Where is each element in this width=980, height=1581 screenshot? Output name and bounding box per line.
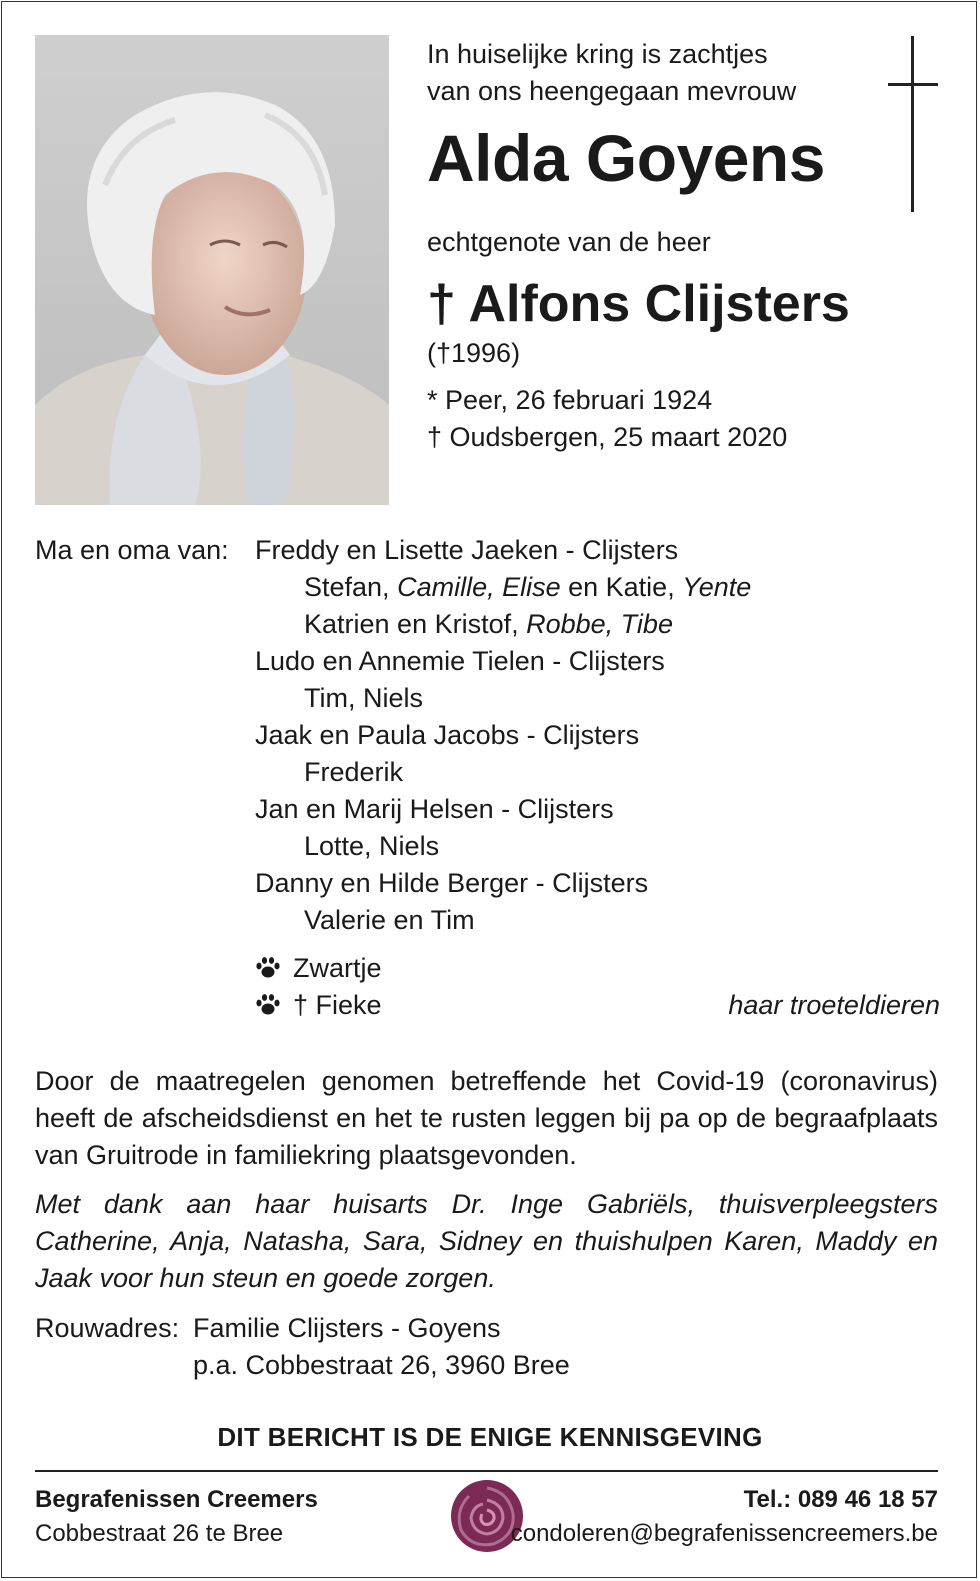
grandchildren-names [304, 754, 403, 791]
family-child-row [35, 643, 940, 680]
footer-contact [511, 1483, 938, 1551]
family-child-row [35, 532, 940, 569]
grandchildren-names [304, 902, 475, 939]
address-line-1: Familie Clijsters - Goyens [193, 1313, 501, 1343]
company-name: Begrafenissen Creemers [35, 1486, 318, 1513]
address-line-2: p.a. Cobbestraat 26, 3960 Bree [193, 1350, 570, 1380]
grandchild-name: en Katie, [560, 572, 683, 602]
covid-notice: Door de maatregelen genomen betreffende het Covid-19 (coronavirus) heeft de afscheidsdienst en het te rusten leggen bij pa op de begraafplaats van Gruitrode in familiekring plaatsgevonden. [35, 1066, 938, 1170]
grandchildren-row [35, 569, 940, 606]
grandchildren-row [35, 606, 940, 643]
grandchildren-names [304, 569, 751, 606]
family-child-row [35, 791, 940, 828]
pet-row [255, 987, 940, 1024]
footer-divider [35, 1470, 938, 1472]
grandchildren-names [304, 828, 439, 865]
grandchild-name: Stefan, [304, 572, 398, 602]
mourning-address [35, 1310, 940, 1384]
address-row-2 [35, 1347, 940, 1384]
death-line: † Oudsbergen, 25 maart 2020 [427, 422, 788, 452]
address-label: Rouwadres: [35, 1313, 180, 1343]
footer-company [35, 1483, 318, 1551]
pet-name: Zwartje [293, 953, 382, 983]
notice-heading: DIT BERICHT IS DE ENIGE KENNISGEVING [217, 1422, 763, 1452]
paw-icon [255, 990, 281, 1014]
great-grandchild-name: Robbe, Tibe [526, 609, 673, 639]
cross-icon [888, 36, 938, 212]
grandchild-name: Frederik [304, 757, 404, 787]
grandchildren-names [304, 606, 673, 643]
family-child-row [35, 717, 940, 754]
family-label: Ma en oma van: [35, 535, 229, 565]
intro-line-2: van ons heengegaan mevrouw [427, 76, 797, 106]
grandchildren-row [35, 902, 940, 939]
child-names: Freddy en Lisette Jaeken - Clijsters [255, 535, 679, 565]
spouse-death-year: (†1996) [427, 338, 521, 368]
great-grandchild-name: Yente [682, 572, 752, 602]
child-names: Jan en Marij Helsen - Clijsters [255, 794, 614, 824]
address-row-1 [35, 1310, 940, 1347]
pets-section [255, 950, 940, 1024]
grandchildren-names [304, 680, 423, 717]
email-address: condoleren@begrafenissencreemers.be [510, 1520, 938, 1547]
pet-name: † Fieke [293, 990, 382, 1020]
grandchild-name: Valerie en Tim [304, 905, 475, 935]
grandchild-name: Katrien en Kristof, [304, 609, 527, 639]
portrait-photo [35, 35, 389, 505]
grandchildren-row [35, 680, 940, 717]
child-names: Ludo en Annemie Tielen - Clijsters [255, 646, 665, 676]
grandchild-name: Tim, Niels [304, 683, 423, 713]
pet-row [255, 950, 940, 987]
grandchildren-row [35, 828, 940, 865]
header-text [427, 36, 867, 456]
phone-number: Tel.: 089 46 18 57 [743, 1486, 938, 1513]
birth-line: * Peer, 26 februari 1924 [427, 385, 713, 415]
company-address: Cobbestraat 26 te Bree [35, 1520, 284, 1547]
pets-caption: haar troeteldieren [728, 990, 940, 1020]
intro-line-1: In huiselijke kring is zachtjes [427, 39, 768, 69]
great-grandchild-name: Camille, Elise [397, 572, 561, 602]
spouse-intro: echtgenote van de heer [427, 227, 711, 257]
family-child-row [35, 865, 940, 902]
paw-icon [255, 953, 281, 977]
thanks-text: Met dank aan haar huisarts Dr. Inge Gabriëls, thuisverpleegsters Catherine, Anja, Natasha, Sara, Sidney en thuishulpen Karen, Maddy en Jaak voor hun steun en goede zorgen. [35, 1189, 938, 1293]
child-names: Danny en Hilde Berger - Clijsters [255, 868, 649, 898]
child-names: Jaak en Paula Jacobs - Clijsters [255, 720, 640, 750]
deceased-name: Alda Goyens [427, 121, 825, 195]
family-list [35, 532, 940, 939]
spouse-name: † Alfons Clijsters [427, 275, 850, 333]
grandchild-name: Lotte, Niels [304, 831, 440, 861]
grandchildren-row [35, 754, 940, 791]
